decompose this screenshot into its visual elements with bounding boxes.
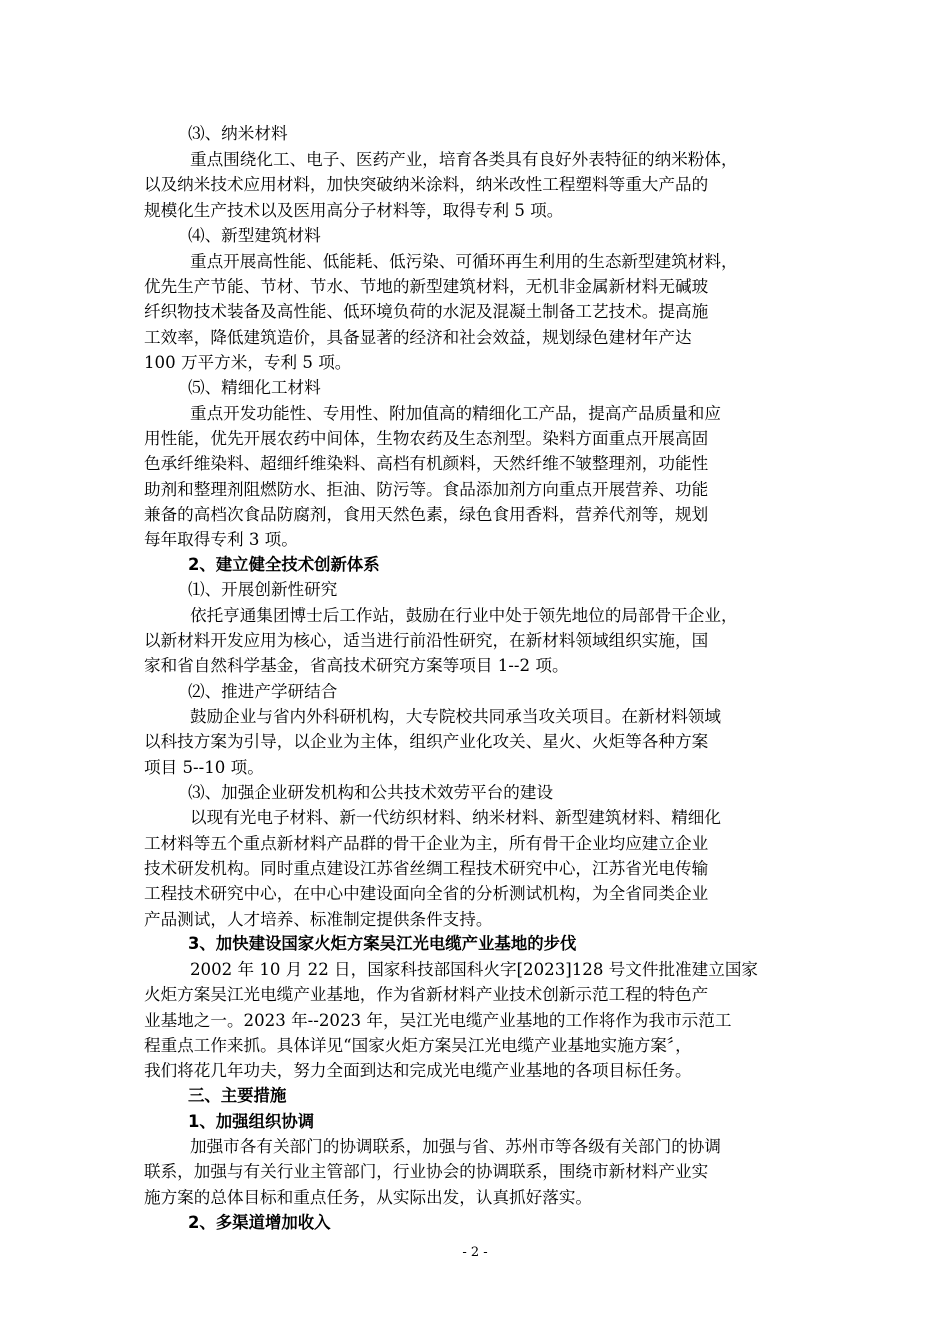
paragraph-line: 纤织物技术装备及高性能、低环境负荷的水泥及混凝土制备工艺技术。提高施 bbox=[144, 302, 709, 321]
section-heading-torch-base: 3、加快建设国家火炬方案吴江光电缆产业基地的步伐 bbox=[188, 934, 577, 953]
paragraph-line: 技术研发机构。同时重点建设江苏省丝绸工程技术研究中心，江苏省光电传输 bbox=[144, 859, 709, 878]
page-number: - 2 - bbox=[462, 1245, 488, 1260]
paragraph-line: 工材料等五个重点新材料产品群的骨干企业为主，所有骨干企业均应建立企业 bbox=[144, 834, 709, 853]
paragraph-line: 重点围绕化工、电子、医药产业，培育各类具有良好外表特征的纳米粉体， bbox=[190, 150, 738, 169]
paragraph-line: 产品测试，人才培养、标准制定提供条件支持。 bbox=[144, 910, 493, 929]
paragraph-line: 家和省自然科学基金，省高技术研究方案等项目 1--2 项。 bbox=[144, 656, 569, 675]
section-heading-innovation: 2、建立健全技术创新体系 bbox=[188, 555, 380, 574]
paragraph-line: 以新材料开发应用为核心，适当进行前沿性研究，在新材料领域组织实施，国 bbox=[144, 631, 709, 650]
paragraph-line: 100 万平方米，专利 5 项。 bbox=[144, 353, 352, 372]
paragraph-line: 每年取得专利 3 项。 bbox=[144, 530, 298, 549]
paragraph-line: 用性能，优先开展农药中间体，生物农药及生态剂型。染料方面重点开展高固 bbox=[144, 429, 709, 448]
paragraph-line: 以科技方案为引导，以企业为主体，组织产业化攻关、星火、火炬等各种方案 bbox=[144, 732, 709, 751]
paragraph-line: 以现有光电子材料、新一代纺织材料、纳米材料、新型建筑材料、精细化 bbox=[190, 808, 721, 827]
paragraph-line: 程重点工作来抓。具体详见“国家火炬方案吴江光电缆产业基地实施方案〞， bbox=[144, 1036, 692, 1055]
paragraph-line: 业基地之一。2023 年--2023 年，吴江光电缆产业基地的工作将作为我市示范工 bbox=[144, 1011, 732, 1030]
subheading-research: ⑴、开展创新性研究 bbox=[188, 580, 338, 599]
paragraph-line: 加强市各有关部门的协调联系，加强与省、苏州市等各级有关部门的协调 bbox=[190, 1137, 721, 1156]
paragraph-line: 重点开展高性能、低能耗、低污染、可循环再生利用的生态新型建筑材料， bbox=[190, 252, 738, 271]
paragraph-line: 火炬方案吴江光电缆产业基地，作为省新材料产业技术创新示范工程的特色产 bbox=[144, 985, 709, 1004]
paragraph-line: 兼备的高档次食品防腐剂，食用天然色素，绿色食用香料，营养代剂等，规划 bbox=[144, 505, 709, 524]
paragraph-line: 以及纳米技术应用材料，加快突破纳米涂料，纳米改性工程塑料等重大产品的 bbox=[144, 175, 709, 194]
paragraph-line: 重点开发功能性、专用性、附加值高的精细化工产品，提高产品质量和应 bbox=[190, 404, 721, 423]
paragraph-line: 2002 年 10 月 22 日，国家科技部国科火字[2023]128 号文件批准建立国家 bbox=[190, 960, 759, 979]
paragraph-line: 项目 5--10 项。 bbox=[144, 758, 264, 777]
paragraph-line: 我们将花几年功夫，努力全面到达和完成光电缆产业基地的各项目标任务。 bbox=[144, 1061, 692, 1080]
paragraph-line: 依托亨通集团博士后工作站，鼓励在行业中处于领先地位的局部骨干企业， bbox=[190, 606, 738, 625]
chapter-heading-measures: 三、主要措施 bbox=[188, 1086, 287, 1105]
paragraph-line: 鼓励企业与省内外科研机构，大专院校共同承当攻关项目。在新材料领域 bbox=[190, 707, 721, 726]
paragraph-line: 规模化生产技术以及医用高分子材料等，取得专利 5 项。 bbox=[144, 201, 564, 220]
subheading-rd-platform: ⑶、加强企业研发机构和公共技术效劳平台的建设 bbox=[188, 783, 554, 802]
paragraph-line: 联系，加强与有关行业主管部门，行业协会的协调联系，围绕市新材料产业实 bbox=[144, 1162, 709, 1181]
paragraph-line: 色承纤维染料、超细纤维染料、高档有机颜料，天然纤维不皱整理剂，功能性 bbox=[144, 454, 709, 473]
section-heading-coordination: 1、加强组织协调 bbox=[188, 1112, 315, 1131]
paragraph-line: 施方案的总体目标和重点任务，从实际出发，认真抓好落实。 bbox=[144, 1188, 593, 1207]
paragraph-line: 工程技术研究中心，在中心中建设面向全省的分析测试机构，为全省同类企业 bbox=[144, 884, 709, 903]
paragraph-line: 优先生产节能、节材、节水、节地的新型建筑材料，无机非金属新材料无碱玻 bbox=[144, 277, 709, 296]
subheading-building: ⑷、新型建筑材料 bbox=[188, 226, 321, 245]
paragraph-line: 工效率，降低建筑造价，具备显著的经济和社会效益，规划绿色建材年产达 bbox=[144, 328, 692, 347]
paragraph-line: 助剂和整理剂阻燃防水、拒油、防污等。食品添加剂方向重点开展营养、功能 bbox=[144, 480, 709, 499]
subheading-nano: ⑶、纳米材料 bbox=[188, 124, 288, 143]
section-heading-revenue: 2、多渠道增加收入 bbox=[188, 1213, 331, 1232]
subheading-industry-academia: ⑵、推进产学研结合 bbox=[188, 682, 338, 701]
subheading-chemical: ⑸、精细化工材料 bbox=[188, 378, 321, 397]
